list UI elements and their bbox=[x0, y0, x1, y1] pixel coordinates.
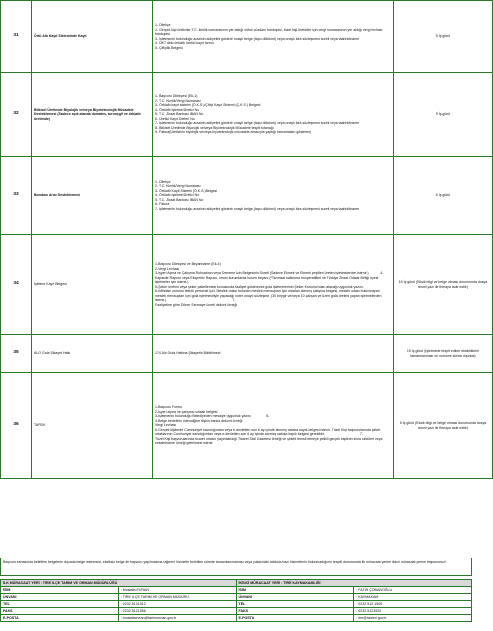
document-item: 8- Bitkisel Üretimde Biyolojik ve/veya Biyoteknolojik Mücadele tespit tutanağı bbox=[155, 125, 274, 130]
required-documents bbox=[153, 235, 394, 335]
second-label: İSİM bbox=[236, 587, 354, 594]
service-number: 32 bbox=[1, 73, 32, 157]
first-contact-heading: İLK MÜRACAAT YERİ : TİRE İLÇE TARIM VE ORMAN MÜDÜRLÜĞÜ bbox=[1, 580, 237, 587]
service-row bbox=[1, 73, 493, 157]
document-item: 7- İşletmenin bulunduğu arazinin aidiyetini gösterir onaylı belge (tapu dökümü) veya onaylı kira sözleşmesi sureti veya taahhütname bbox=[155, 206, 360, 211]
document-item: 1- Dilekçe bbox=[155, 23, 171, 27]
service-name: İşletme Kayıt Belgesi bbox=[32, 235, 153, 335]
service-row bbox=[1, 335, 493, 373]
second-label: FAKS bbox=[236, 608, 354, 615]
document-item: 4-Belge bedelinin ödendiğine ilişkin banka dekont örneği bbox=[155, 418, 243, 423]
service-row bbox=[1, 157, 493, 235]
document-item: 3- Örtüaltı kayıt sistemi (Ö.K.S.)/Çiftçi Kayıt Sistemi (Ç.K.S.) Belgesi bbox=[155, 103, 261, 108]
first-email-link[interactable]: : mustafaevran@tarimorman.gov.tr bbox=[118, 615, 236, 622]
document-item: 4- ÜKT deki örtüaltı üretici kayıt formu bbox=[155, 41, 214, 45]
second-label: E-POSTA bbox=[236, 615, 354, 622]
service-number: 33 bbox=[1, 157, 32, 235]
first-label: E-POSTA bbox=[1, 615, 119, 622]
document-item: 2- T.C. Kimlik/Vergi Numarası bbox=[155, 184, 201, 189]
required-documents bbox=[153, 373, 394, 479]
document-item: 4- Örtüaltı İşletme/Üretici No bbox=[155, 107, 200, 112]
contact-row bbox=[1, 608, 472, 615]
first-label: İSİM bbox=[1, 587, 119, 594]
completion-time: 5 İş günü (Eksik bilgi ve belge olması durumunda dosya resmi yazı ile firmaya iade edilir) bbox=[394, 373, 493, 479]
second-label: ÜNVANI bbox=[236, 594, 354, 601]
document-item: Faaliyetine göre Döner Sermaye ücreti dekont örneği bbox=[155, 302, 238, 307]
service-name: Bitkisel Üretimde Biyolojik ve/veya Biyoteknolojik Mücadele Desteklemesi (Sadece açık alanda domates, turunçgil ve örtüaltı üretimde) bbox=[32, 73, 153, 157]
first-label: FAKS bbox=[1, 608, 119, 615]
document-item: 6- Fatura bbox=[155, 202, 170, 207]
document-item: Vergi Levhası bbox=[155, 423, 177, 428]
service-row bbox=[1, 373, 493, 479]
document-item: 5- T.C. Ziraat Bankası IBAN No bbox=[155, 112, 204, 117]
document-item: 1-Başvuru Dilekçesi ve Beyanname (Ek-4) bbox=[155, 262, 221, 266]
second-label: TEL bbox=[236, 601, 354, 608]
second-value: : KAYMAKAM bbox=[354, 594, 472, 601]
document-item: 5-Şeker üretimi veya şeker pakellemesi konusunda faaliyet gösterecek gıda işletmelerinin Şeker Kurumu'ndan alacağı uygunluk yazısı. bbox=[155, 284, 364, 289]
completion-time: 5 İş günü bbox=[394, 157, 493, 235]
document-item: Tüzel Kişi başvurularında ticaret unvanı yayımlandığı Ticaret Sicil Gazetesi örneği ve şirketi temsil etmeye yetkili gerçek kişilerin imza sirküleri veya vekaletnâme örneği getirilmesi istenir. bbox=[155, 436, 384, 446]
document-item: 2- T.C. Kimlik/Vergi Numarası bbox=[155, 98, 201, 103]
contacts-table bbox=[0, 579, 472, 622]
document-item: 6-İstihdam zorunlu teknik personel için, Meslek odası bulunan meslek mensupları için odadan alınmış çalışma belgesi, meslek odası bulunmayan meslek mensupları için gıda işletmeciliyle yapacağı noter onaylı sözleşme. (30 beygir ve/veya 10 çalışan ve üzeri gıda üretimi yapan işletmelerden istenir.) 7- bbox=[155, 289, 383, 302]
first-value: : 0232 5121512 bbox=[118, 601, 236, 608]
document-item: 3- Örtüaltı Kayıt Sistemi (Ö.K.S.)Belgesi bbox=[155, 188, 218, 193]
second-email-link[interactable]: : tire@icisleri.gov.tr bbox=[354, 615, 472, 622]
document-item: 5- T.C. Ziraat Bankası IBAN No bbox=[155, 197, 204, 202]
document-item: 1- Başvuru Dilekçesi (Ek-1) bbox=[155, 94, 198, 99]
contact-row bbox=[1, 615, 472, 622]
document-item: 6-Gerçek kişilerde Cumhuriyet savcılığından veya e-devletten son 6 ay içinde alınmış sabıka kaydı belgesi istenir. Tüzel Kişi başvurularında şirket ortaklarının Cumhuriyet savcılığından veya e-devletten son 6 ay içinde alınmış sabıka kaydı belgesi gereklidir. 7- bbox=[155, 427, 382, 437]
completion-time: 15 İş günü (İşletmede tespit edilen eksikliklerin tamamlanması ve numune süresi dışında) bbox=[394, 335, 493, 373]
required-documents bbox=[153, 335, 394, 373]
contacts-header-row bbox=[1, 580, 472, 587]
completion-time: 15 İş günü (Eksik bilgi ve belge olması durumunda dosya resmi yazı ile firmaya iade edilir) bbox=[394, 235, 493, 335]
document-item: 5- Çiftçilik Belgesi bbox=[155, 45, 183, 50]
complaint-note: Başvuru esnasında belirtilen belgelerin dışında belge istenmesi, eksiksiz belge ile başvuru yapılmasına rağmen hizmetin belirtilen sürede tamamlanmaması veya yukarıdaki tabloda bazı hizmetlerin bulunmadığının tespiti durumunda ilk müracaat yerine ikinci müracaat yerine başvurunuz! bbox=[0, 558, 472, 576]
document-item: 7- İşletmenin bulunduğu arazinin aidiyetini gösterir onaylı belge (tapu dökümü) veya onaylı kira sözleşmesi sureti veya taahhütname bbox=[155, 121, 360, 126]
document-item: 3-İşyeri Açma ve Çalışma Ruhsatının veya Deneme İzin Belgesinin Sureti (Sadece Ekmek ve Ekmek çeşitleri üreten işletmelerden istenir.) 4-Kapasite Raporu veya Ekspertiz Raporu, resmi kurumlarda kurum beyanı (*Tarımsal kalkınma kooperatifleri ve Türkiye Ziraat Odalar Birliği üyesi işletmeler için istenir.) bbox=[155, 271, 384, 284]
service-number: 36 bbox=[1, 373, 32, 479]
document-item: 9- Fatura(Üreticinin biyolojik ve/veya biyoteknolojik mücadele amacıyla yaptığı harcamaları gösteren) bbox=[155, 130, 312, 135]
contact-row bbox=[1, 601, 472, 608]
service-row bbox=[1, 235, 493, 335]
service-name: Örtü Altı Kayıt Sisteminde Kayıt bbox=[32, 1, 153, 73]
document-item: 3- İşletmenin bulunduğu arazinin aidiyetini gösterir onaylı belge (tapu dökümü) veya onaylı kira sözleşmesi sureti veya taahhütname bbox=[155, 36, 360, 41]
first-value: : 0232 5121556 bbox=[118, 608, 236, 615]
document-item: 1- Dilekçe bbox=[155, 179, 171, 184]
service-row bbox=[1, 1, 493, 73]
completion-time: 5 İş günü bbox=[394, 73, 493, 157]
document-item: 1-Başvuru Formu bbox=[155, 405, 183, 410]
second-contact-heading: İKİNCİ MÜRACAAT YERİ : TİRE KAYMAKAMLIĞI bbox=[236, 580, 472, 587]
required-documents bbox=[153, 73, 394, 157]
service-name: Bombus Arısı Desteklemesi bbox=[32, 157, 153, 235]
completion-time: 5 İş günü bbox=[394, 1, 493, 73]
contact-row bbox=[1, 587, 472, 594]
first-label: TEL bbox=[1, 601, 119, 608]
first-value: : TİRE İLÇE TARIM VE ORMAN MÜDÜRÜ bbox=[118, 594, 236, 601]
document-item: 3-İşletmenin bulunduğu Belediyeden mesaiye uygunluk yazısı 5- bbox=[155, 414, 270, 419]
document-item: 4- Örtüaltı İşletme/Üretici No bbox=[155, 193, 200, 198]
second-value: : 0232 5123920 bbox=[354, 608, 472, 615]
required-documents bbox=[153, 1, 394, 73]
document-item: 174 Alo Gıda Hattına Şikayetin Bildirilmesi bbox=[155, 351, 221, 356]
second-value: : 0232 512 1505 bbox=[354, 601, 472, 608]
second-value: : FATİH ÇOBANOĞLU bbox=[354, 587, 472, 594]
first-value: : Mustafa EVRAN bbox=[118, 587, 236, 594]
document-item: 6- Üretici Kayıt Defteri No bbox=[155, 116, 195, 121]
document-item: 2-Vergi Levhası bbox=[155, 266, 180, 271]
service-name: TAPDK bbox=[32, 373, 153, 479]
service-number: 31 bbox=[1, 1, 32, 73]
service-name: ALO Gıda Şikayet Hattı bbox=[32, 335, 153, 373]
service-number: 35 bbox=[1, 335, 32, 373]
document-item: 2- Gerçek kişi üreticiler T.C. kimlik numarasının yer aldığı nüfus cüzdanı fotokopisi, tüzel kişi üreticiler için vergi numarasının yer aldığı vergi levhası fotokopisi bbox=[155, 27, 384, 36]
first-label: ÜNVANI bbox=[1, 594, 119, 601]
document-item: 2-İşyeri açma ve çalışma ruhsatı belgesi bbox=[155, 409, 218, 414]
contact-row bbox=[1, 594, 472, 601]
required-documents bbox=[153, 157, 394, 235]
service-number: 34 bbox=[1, 235, 32, 335]
